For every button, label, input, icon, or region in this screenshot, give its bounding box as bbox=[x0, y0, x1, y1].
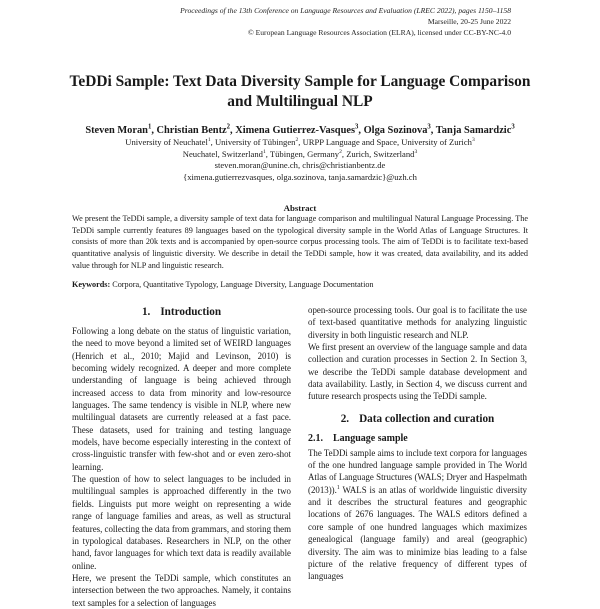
author-sup: 3 bbox=[427, 123, 431, 131]
language-sample-paragraph bbox=[308, 447, 527, 583]
affil-text: , Zurich, Switzerland bbox=[341, 148, 415, 159]
keywords-text: Corpora, Quantitative Typology, Language Diversity, Language Documentation bbox=[112, 280, 374, 289]
intro-paragraph-2: The question of how to select languages to be included in multilingual samples is approached differently in the two fields. Linguists put more weight on representing a wide range of language families and areas, as well as structural features, collecting the data from grammars, and storing them in typological databases. Researchers in NLP, on the other hand, favor languages for which text data is readily available online. bbox=[72, 474, 291, 571]
affiliation-locations bbox=[40, 149, 560, 161]
intro-paragraph-1: Following a long debate on the status of linguistic variation, the need to move beyond a limited set of WEIRD languages (Henrich et al., 2010; Majid and Levinson, 2010) is becoming widely recognized. A deeper and more complete understanding of language is being achieved through increased access to data from minority and low-resource languages. The same tendency is visible in NLP, where new multilingual datasets are currently released at a fast pace. These datasets, used for training and testing language models, have become especially interesting in the context of cross-linguistic transfer with few-shot and or even zero-shot learning. bbox=[72, 326, 291, 472]
keywords-label: Keywords: bbox=[72, 280, 111, 289]
section-heading-introduction bbox=[72, 305, 291, 319]
affil-sup: 1 bbox=[262, 148, 266, 155]
affiliation-institutions bbox=[40, 137, 560, 149]
proceedings-header bbox=[180, 5, 511, 39]
author-name: Steven Moran bbox=[85, 125, 148, 136]
author-name: Tanja Samardzic bbox=[435, 125, 512, 136]
section-number: 2. bbox=[340, 412, 350, 425]
paper-title bbox=[40, 72, 560, 111]
affil-sup: 2 bbox=[295, 137, 299, 144]
author-sup: 3 bbox=[511, 123, 515, 131]
section-title: Data collection and curation bbox=[359, 412, 495, 425]
section-number: 1. bbox=[141, 306, 151, 318]
footnote-marker[interactable]: 1 bbox=[336, 484, 340, 491]
affil-text: University of Neuchatel bbox=[125, 137, 208, 147]
author-sup: 2 bbox=[226, 123, 231, 131]
subsection-heading-language-sample bbox=[308, 432, 527, 445]
subsection-number: 2.1. bbox=[308, 432, 323, 444]
affil-sup: 3 bbox=[471, 137, 475, 144]
left-column bbox=[72, 305, 291, 609]
author-list: Steven Moran$^1$, Christian Bentz$^2$, Ximena Gutierrez-Vasques$^3$, Olga Sozinova$^3$, Tanja Samardzic$^3$ bbox=[85, 123, 515, 136]
subsection-title: Language sample bbox=[333, 432, 408, 444]
author-name: Olga Sozinova bbox=[363, 125, 428, 136]
intro-paragraph-3: Here, we present the TeDDi sample, which constitutes an intersection between the two approaches. Namely, it contains text samples for a selection of languages bbox=[72, 572, 291, 608]
location-date: Marseille, 20-25 June 2022 bbox=[427, 17, 511, 27]
author-sup: 1 bbox=[147, 123, 152, 131]
affil-sup: 1 bbox=[207, 137, 211, 144]
affiliations bbox=[40, 137, 560, 184]
author-emails-1: steven.moran@unine.ch, chris@christianbentz.de bbox=[214, 160, 386, 171]
affil-sup: 2 bbox=[339, 148, 342, 155]
section-heading-data-collection bbox=[308, 412, 527, 426]
author-name: Christian Bentz bbox=[156, 125, 227, 136]
copyright-line: © European Language Resources Association (ELRA), licensed under CC-BY-NC-4.0 bbox=[247, 28, 511, 38]
affil-text: , URPP Language and Space, University of Zurich bbox=[298, 137, 472, 147]
intro-paragraph-4: open-source processing tools. Our goal is to facilitate the use of text-based quantitative methods for analyzing linguistic diversity in both linguistic research and NLP. bbox=[308, 305, 527, 340]
intro-paragraph-5: We first present an overview of the language sample and data collection and curation processes in Section 2. In Section 3, we describe the TeDDi sample database development and data availability. Lastly, in Section 4, we discuss current and future research prospects using the TeDDi sample. bbox=[308, 342, 527, 402]
right-column bbox=[308, 304, 527, 583]
author-name: Ximena Gutierrez-Vasques bbox=[235, 125, 356, 136]
affil-text: , University of Tübingen bbox=[210, 137, 296, 147]
section-title: Introduction bbox=[160, 306, 222, 318]
conference-citation: Proceedings of the 13th Conference on Language Resources and Evaluation (LREC 2022), pages 1150–1158 bbox=[180, 6, 511, 15]
author-sup: 3 bbox=[355, 123, 359, 131]
affil-text: Neuchatel, Switzerland bbox=[182, 148, 263, 159]
paragraph-text: WALS is an atlas of worldwide linguistic diversity and it describes the structural features and geographic locations of 2676 languages. The WALS editors defined a core sample of one hundred languages which maximizes genealogical (language family) and areal (geographic) diversity. The aim was to minimize bias leading to a false picture of the relative frequency of different types of languages bbox=[308, 484, 527, 582]
paragraph-text: The TeDDi sample aims to include text corpora for languages of the one hundred language sample provided in The World Atlas of Language Structures (WALS; Dryer and Haspelmath (2013)). bbox=[308, 447, 527, 495]
author-emails-2: {ximena.gutierrezvasques, olga.sozinova, tanja.samardzic}@uzh.ch bbox=[183, 172, 417, 183]
title-line-1: TeDDi Sample: Text Data Diversity Sample for Language Comparison bbox=[69, 73, 531, 90]
abstract-heading: Abstract bbox=[283, 203, 317, 213]
title-line-2: and Multilingual NLP bbox=[227, 92, 373, 110]
keywords bbox=[72, 280, 528, 289]
abstract-body: We present the TeDDi sample, a diversity sample of text data for language comparison and multilingual Natural Language Processing. The TeDDi sample currently features 89 languages based on the typological diversity sample in the World Atlas of Language Structures. It consists of more than 20k texts and is accompanied by open-source corpus processing tools. The aim of TeDDi is to facilitate text-based quantitative analysis of linguistic diversity. We describe in detail the TeDDi sample, how it was created, data availability, and its added value through for NLP and linguistic research. bbox=[72, 214, 528, 270]
affil-sup: 3 bbox=[414, 148, 418, 155]
affil-text: , Tübingen, Germany bbox=[265, 148, 340, 159]
